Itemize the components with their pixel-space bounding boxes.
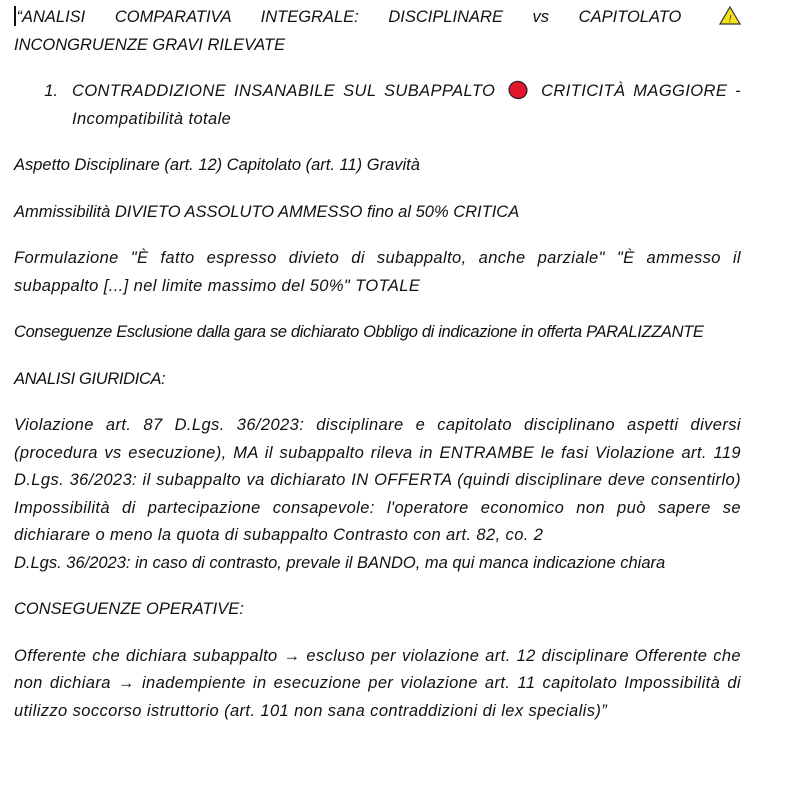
analisi-heading: ANALISI GIURIDICA: (14, 369, 166, 388)
red-circle-icon (507, 80, 529, 100)
title-line-1: “ANALISI COMPARATIVA INTEGRALE: DISCIPLINARE vs CAPITOLATO (16, 8, 682, 26)
list-text-after: CRITICITÀ MAGGIORE - Incompatibilità totale (72, 82, 742, 128)
ammissibilita-row: Ammissibilità DIVIETO ASSOLUTO AMMESSO fino al 50% CRITICA (14, 202, 520, 221)
formulazione-row: Formulazione "È fatto espresso divieto di subappalto, anche parziale" "È ammesso il subappalto [...] nel limite massimo del 50%" TOTALE (14, 249, 741, 295)
conseguenze-row: Conseguenze Esclusione dalla gara se dichiarato Obbligo di indicazione in offerta PARALIZZANTE (14, 323, 704, 341)
table-header-row: Aspetto Disciplinare (art. 12) Capitolato (art. 11) Gravità (14, 156, 420, 174)
analisi-body-end: D.Lgs. 36/2023: in caso di contrasto, prevale il BANDO, ma qui manca indicazione chiara (14, 553, 666, 572)
list-item-text (72, 78, 741, 133)
operative-body: Offerente che dichiara subappalto → escluso per violazione art. 12 disciplinare Offerente che non dichiara → inadempiente in esecuzione per violazione art. 11 capitolato Impossibilità di utilizzo soccorso istruttorio (art. 101 non sana contraddizioni di lex specialis)” (14, 646, 741, 720)
text-cursor (14, 6, 16, 26)
list-item (14, 78, 741, 133)
document-body (14, 4, 741, 744)
list-text-before: CONTRADDIZIONE INSANABILE SUL SUBAPPALTO (72, 82, 496, 100)
analisi-body: Violazione art. 87 D.Lgs. 36/2023: disciplinare e capitolato disciplinano aspetti diversi (procedura vs esecuzione), MA il subappalto rileva in ENTRAMBE le fasi Violazione art. 119 D.Lgs. 36/2023: il subappalto va dichiarato IN OFFERTA (quindi disciplinare deve consentirlo) Impossibilità di partecipazione consapevole: l'operatore economico non può sapere se dichiarare o meno la quota di subappalto Contrasto con art. 82, co. 2 (14, 416, 741, 544)
document-title (14, 4, 741, 59)
title-line-2: INCONGRUENZE GRAVI RILEVATE (14, 35, 286, 54)
numbered-list (14, 78, 741, 133)
operative-heading: CONSEGUENZE OPERATIVE: (14, 600, 244, 618)
svg-text:!: ! (728, 14, 732, 25)
list-number: 1. (44, 82, 58, 100)
warning-icon (719, 6, 741, 25)
